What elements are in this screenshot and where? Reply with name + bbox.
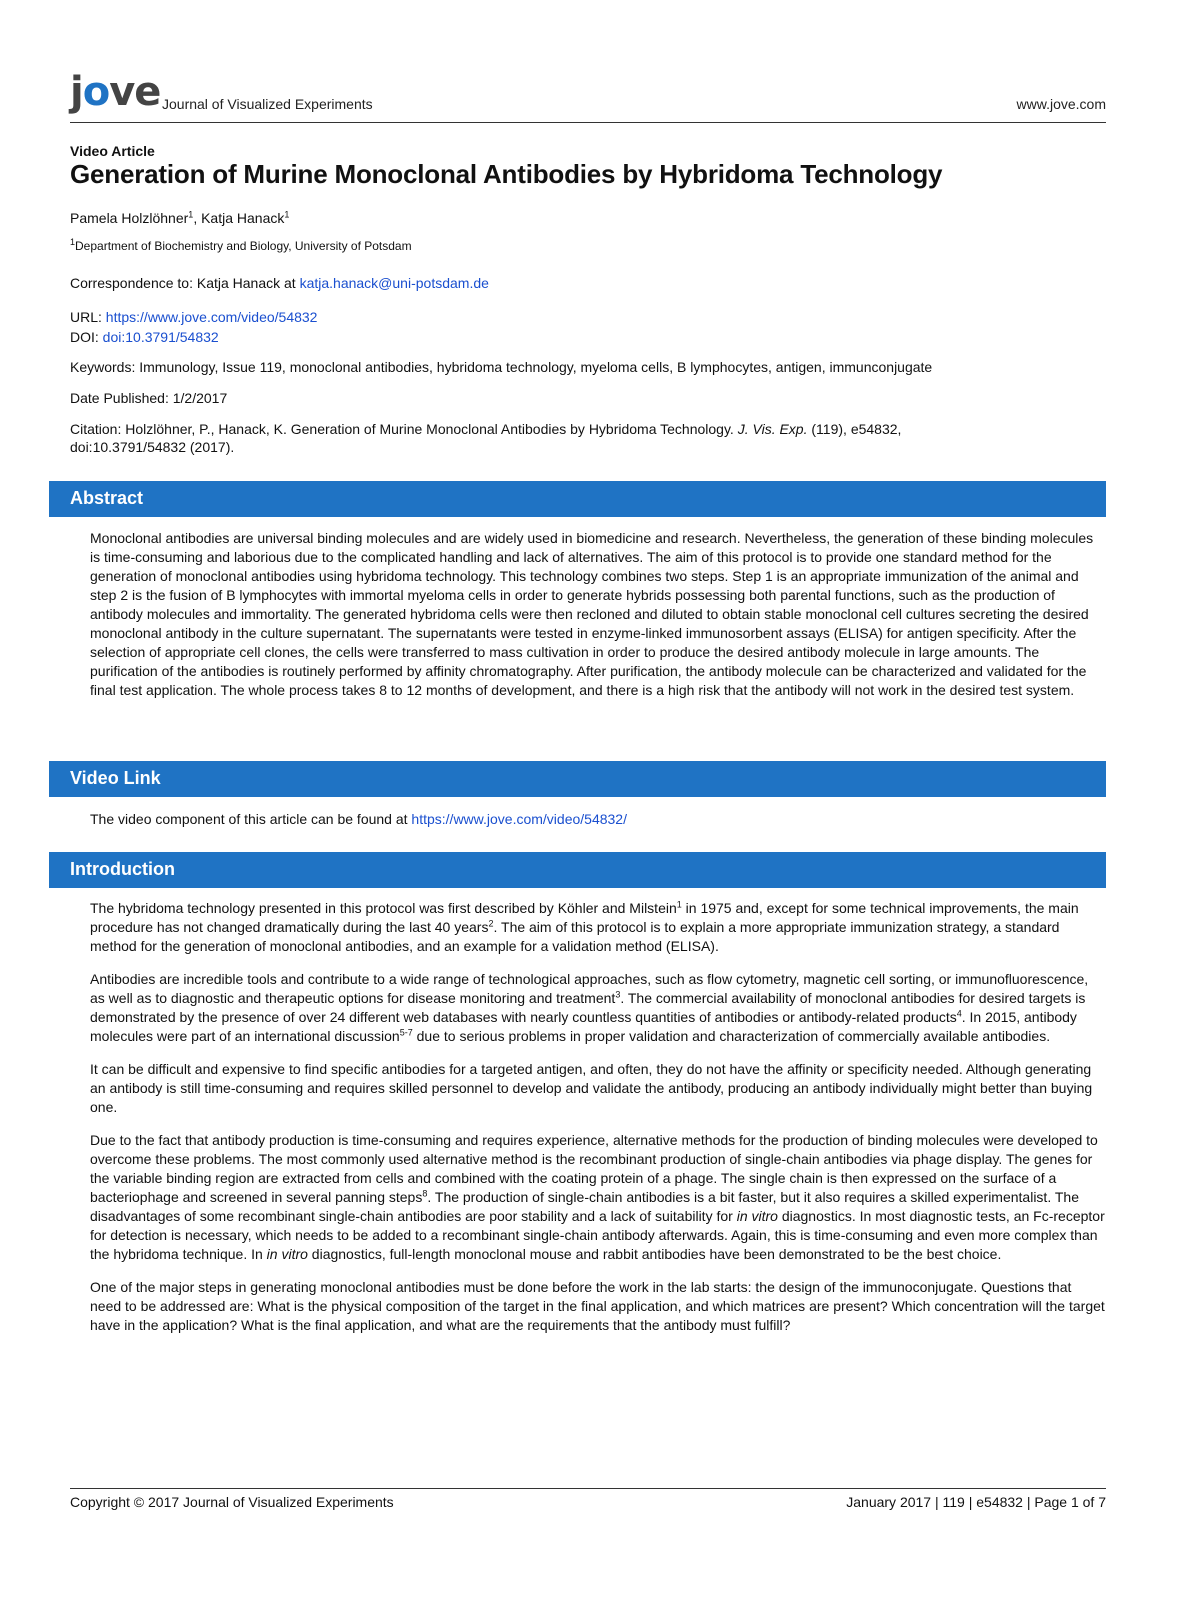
video-link-heading: Video Link <box>70 768 161 788</box>
intro-text: . In 2015, antibody molecules were part of an international discussion <box>90 1009 1077 1044</box>
introduction-body <box>90 899 1106 1349</box>
logo-letter-o: o <box>82 69 110 115</box>
intro-text: in 1975 and, except for some technical improvements, the main procedure has not changed dramatically during the last 40 years <box>90 900 1079 935</box>
abstract-paragraph: Monoclonal antibodies are universal binding molecules and are widely used in biomedicine and research. Nevertheless, the generation of these binding molecules is time-consuming and laborious due to the complicated handling and lack of alternatives. The aim of this protocol is to provide one standard method for the generation of monoclonal antibodies using hybridoma technology. This technology combines two steps. Step 1 is an appropriate immunization of the animal and step 2 is the fusion of B lymphocytes with immortal myeloma cells in order to generate hybrids possessing both parental functions, such as the production of antibody molecules and immortality. The generated hybridoma cells were then recloned and diluted to obtain stable monoclonal cell cultures secreting the desired monoclonal antibody in the culture supernatant. The supernatants were tested in enzyme-linked immunosorbent assays (ELISA) for antigen specificity. After the selection of appropriate cell clones, the cells were transferred to mass cultivation in order to produce the desired antibody molecule in large amounts. The purification of the antibodies is routinely performed by affinity chromatography. After purification, the antibody molecule can be characterized and validated for the final test application. The whole process takes 8 to 12 months of development, and there is a high risk that the antibody will not work in the desired test system. <box>90 530 1094 698</box>
author-name: Pamela Holzlöhner <box>70 210 189 226</box>
citation-line2: doi:10.3791/54832 (2017). <box>70 439 235 455</box>
footer-copyright: Copyright © 2017 Journal of Visualized Experiments <box>70 1494 394 1510</box>
intro-text: diagnostics, full-length monoclonal mouse and rabbit antibodies have been demonstrated to be the best choice. <box>307 1246 1002 1262</box>
citation-ref: 5-7 <box>399 1027 413 1038</box>
video-link-heading-bar <box>49 761 1106 797</box>
url-line <box>70 308 317 326</box>
url-label: URL: <box>70 309 106 325</box>
video-url-link[interactable]: https://www.jove.com/video/54832/ <box>411 811 627 827</box>
intro-text: . The aim of this protocol is to explain a more appropriate immunization strategy, a standard method for the generation of monoclonal antibodies, and an example for a validation method (ELISA). <box>90 919 1060 954</box>
video-link-body <box>90 810 1106 843</box>
citation-ref: 2 <box>488 918 494 929</box>
site-url-link[interactable]: www.jove.com <box>1016 96 1106 112</box>
abstract-heading: Abstract <box>70 488 144 508</box>
citation <box>70 420 1070 456</box>
article-url-link[interactable]: https://www.jove.com/video/54832 <box>105 309 318 325</box>
introduction-heading-bar <box>49 852 1106 888</box>
intro-italic: in vitro <box>736 1208 778 1224</box>
affiliation-text: Department of Biochemistry and Biology, University of Potsdam <box>75 239 412 253</box>
citation-ref: 4 <box>956 1008 962 1019</box>
intro-text: . The commercial availability of monoclonal antibodies for desired targets is demonstrated by the presence of over 24 different web databases with nearly countless quantities of antibodies or antibody-related products <box>90 990 1086 1025</box>
email-link[interactable]: katja.hanack@uni-potsdam.de <box>299 275 489 291</box>
citation-suffix: (119), e54832, <box>807 421 902 437</box>
author-affiliation-sup: 1 <box>188 209 194 220</box>
citation-ref: 8 <box>422 1188 428 1199</box>
jove-logo[interactable] <box>70 69 161 115</box>
abstract-body <box>90 529 1106 714</box>
author-list <box>70 210 289 226</box>
intro-paragraph-5: One of the major steps in generating monoclonal antibodies must be done before the work in the lab starts: the design of the immunoconjugate. Questions that need to be addressed are: What is the physical composition of the target in the final application, and which matrices are present? Which concentration will the target have in the application? What is the final application, and what are the requirements that the antibody must fulfill? <box>90 1279 1105 1333</box>
article-title: Generation of Murine Monoclonal Antibodies by Hybridoma Technology <box>70 159 943 189</box>
intro-text: due to serious problems in proper validation and characterization of commercially available antibodies. <box>412 1028 1051 1044</box>
video-link-paragraph <box>90 810 1106 829</box>
intro-paragraph-4 <box>90 1131 1106 1264</box>
citation-journal: J. Vis. Exp. <box>737 421 808 437</box>
intro-text: diagnostics. In most diagnostic tests, an Fc-receptor for detection is necessary, which needs to be added to a recombinant single-chain antibody afterwards. Again, this is time-consuming and even more complex than the hybridoma technique. In <box>90 1208 1105 1262</box>
intro-paragraph-1 <box>90 899 1106 956</box>
intro-paragraph-3: It can be difficult and expensive to find specific antibodies for a targeted antigen, and often, they do not have the affinity or specificity needed. Although generating an antibody is still time-consuming and requires skilled personnel to develop and validate the antibody, producing an antibody individually might better than buying one. <box>90 1061 1093 1115</box>
affiliation-sup: 1 <box>70 237 76 247</box>
intro-text: Antibodies are incredible tools and contribute to a wide range of technological approaches, such as flow cytometry, magnetic cell sorting, or immunofluorescence, as well as to diagnostic and therapeutic options for disease monitoring and treatment <box>90 971 1089 1006</box>
journal-name: Journal of Visualized Experiments <box>162 96 373 112</box>
doi-link[interactable]: doi:10.3791/54832 <box>102 329 219 345</box>
date-published: Date Published: 1/2/2017 <box>70 390 228 406</box>
journal-header <box>70 69 1106 123</box>
abstract-heading-bar <box>49 481 1106 517</box>
logo-letters-ve: ve <box>109 69 161 115</box>
article-type: Video Article <box>70 143 155 159</box>
page-footer <box>70 1488 1106 1515</box>
video-link-text: The video component of this article can be found at <box>90 811 412 827</box>
correspondence <box>70 274 489 292</box>
correspondence-label: Correspondence to: Katja Hanack at <box>70 275 300 291</box>
footer-page-info: January 2017 | 119 | e54832 | Page 1 of 7 <box>846 1494 1106 1510</box>
citation-ref: 3 <box>615 989 621 1000</box>
doi-line <box>70 328 219 346</box>
intro-italic: in vitro <box>266 1246 308 1262</box>
doi-label: DOI: <box>70 329 103 345</box>
intro-text: Due to the fact that antibody production is time-consuming and requires experience, alternative methods for the production of binding molecules were developed to overcome these problems. The most commonly used alternative method is the recombinant production of single-chain antibodies via phage display. The genes for the variable binding region are extracted from cells and combined with the coating protein of a phage. The single chain is then expressed on the surface of a bacteriophage and screened in several panning steps <box>90 1132 1098 1205</box>
author-separator: , <box>193 210 202 226</box>
intro-paragraph-2 <box>90 970 1106 1046</box>
citation-prefix: Citation: Holzlöhner, P., Hanack, K. Generation of Murine Monoclonal Antibodies by Hybridoma Technology. <box>70 421 738 437</box>
introduction-heading: Introduction <box>70 859 175 879</box>
author-name: Katja Hanack <box>201 210 285 226</box>
keywords: Keywords: Immunology, Issue 119, monoclonal antibodies, hybridoma technology, myeloma cells, B lymphocytes, antigen, immunconjugate <box>70 359 933 375</box>
affiliation <box>70 239 412 253</box>
citation-ref: 1 <box>676 899 682 910</box>
intro-text: The hybridoma technology presented in this protocol was first described by Köhler and Milstein <box>90 900 677 916</box>
intro-text: . The production of single-chain antibodies is a bit faster, but it also requires a skilled experimentalist. The disadvantages of some recombinant single-chain antibodies are poor stability and a lack of suitability for <box>90 1189 1079 1224</box>
logo-letter-j: j <box>70 69 83 115</box>
author-affiliation-sup: 1 <box>284 209 290 220</box>
